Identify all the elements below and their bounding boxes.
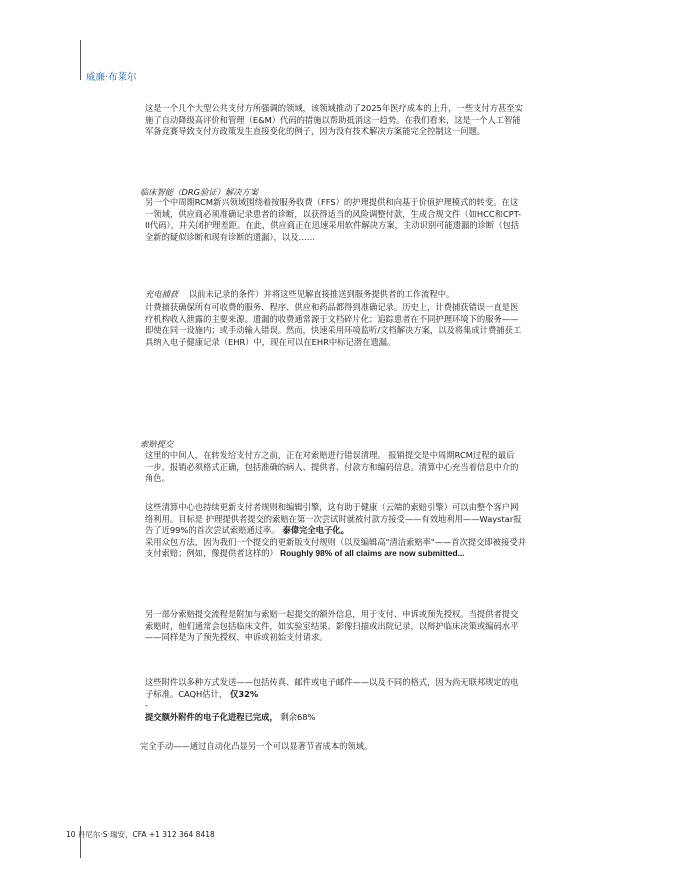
- claim-p4-text: 剩余68%: [277, 711, 316, 722]
- cdi-heading: 临床智能（DRG验证）解决方案: [140, 187, 259, 197]
- intro-line: 军备竞赛导致支付方政策发生直接变化的例子，因为没有技术解决方案能完全控制这一问题。: [145, 126, 486, 136]
- claim-p4-bold: 仅32%: [227, 688, 259, 699]
- author-name: 威廉·布莱尔: [86, 72, 137, 83]
- claim-p2-bold: 泰偉完全电子化。: [279, 525, 349, 535]
- claim-p4-bold-lead: 提交额外附件的电子化进程已完成，: [145, 711, 278, 722]
- intro-line: 这是一个几个大型公共支付方所强调的领域，该领域推动了2025年医疗成本的上升，一些支付方甚至实: [145, 103, 523, 113]
- page-footer: 10 丹尼尔·S·瑞安，CFA +1 312 364 8418: [66, 830, 215, 839]
- claim-p2-text: 告了近99%的首次尝试索赔通过率。: [145, 525, 280, 535]
- cdi-line: 全新的疑似诊断和现有诊断的遗漏），以及……: [145, 231, 316, 242]
- cdi-line: 一领域，供应商必须准确记录患者的诊断，以获得适当的风险调整付款，生成合规文件（如HCC和CPT-: [145, 208, 522, 219]
- claim-p4-line: [145, 712, 518, 724]
- claim-p4-line: 这些附件以多种方式发送——包括传真、邮件或电子邮件——以及不同的格式，因为尚无联邦规定的电: [145, 677, 519, 687]
- charge-capture-line: 即使在同一设施内；或手动输入错误。然而，快速采用环境监听/文档解决方案，以及将集成计费捕获工: [145, 325, 522, 335]
- cdi-line: II代码），并关闭护理差距。在此，供应商正在迅速采用软件解决方案，主动识别可能遗漏的诊断（包括: [145, 220, 520, 230]
- claim-p4-dash: -: [145, 700, 148, 710]
- claim-p2-line: [145, 525, 526, 537]
- claim-submission-heading: 索赔提交: [140, 439, 174, 449]
- intro-paragraph: [145, 103, 523, 138]
- intro-line: 施了自动降级高评价和管理（E&M）代码的措施以帮助抵消这一趋势。在我们看来，这是一个人工智能: [145, 114, 521, 125]
- claim-submission-p2: [145, 502, 526, 560]
- claim-submission-p1: [145, 450, 518, 485]
- claim-p2-bold-english: Roughly 98% of all claims are now submitted...: [277, 548, 465, 558]
- charge-capture-paragraph: [145, 302, 521, 348]
- claim-p2-line: 这些清算中心也持续更新支付者规则和编辑引擎，这有助于健康（云端的索赔引擎）可以由整个客户网: [145, 502, 519, 512]
- cdi-line: 另一个中周期RCM新兴领域围绕着按服务收费（FFS）的护理提供和向基于价值护理模式的转变。在这: [145, 197, 519, 207]
- claim-p1-line: 这里的中间人，在转发给支付方之前，正在对索赔进行错误清理。 报销提交是中周期RCM过程的最后: [145, 450, 515, 460]
- claim-p3-line: 另一部分索赔提交流程是附加与索赔一起提交的额外信息，用于支付、申诉或预先授权。当提供者提交: [145, 609, 519, 619]
- claim-p2-text: 支付索赔；例如，像提供者这样的）: [145, 548, 278, 558]
- claim-p2-line: [145, 548, 526, 560]
- claim-p3-line: ——同样是为了预先授权、申诉或初始支付请求。: [145, 632, 328, 642]
- charge-capture-line: 疗机构收入泄露的主要来源。遗漏的收费通常源于文档碎片化；追踪患者在不同护理环境下的服务——: [145, 313, 519, 324]
- claim-submission-p4: [145, 677, 518, 723]
- charge-capture-line: 计费捕获确保所有可收费的服务、程序、供应和药品都得到准确记录。历史上，计费捕获错误一直是医: [145, 302, 519, 312]
- claim-p4-text: 子标准。CAQH估计，: [145, 688, 228, 699]
- charge-capture-heading-line: [145, 289, 454, 301]
- charge-capture-heading-rest: 以前未记录的条件）并将这些见解直接推送到服务提供者的工作流程中。: [188, 289, 455, 299]
- claim-p3-line: 索赔时，他们通常会包括临床文件，如实验室结果、影像扫描或出院记录，以辩护临床决策或编码水平: [145, 620, 519, 631]
- charge-capture-heading: 充电捕获: [145, 289, 179, 299]
- cdi-paragraph: [145, 197, 521, 243]
- claim-p1-line: 一步。报销必须格式正确，包括准确的病人、提供者、付款方和编码信息。清算中心充当着信息中介的: [145, 461, 519, 472]
- claim-p2-line: 采用众包方法，因为我们一个提交的更新版支付规则（以及编辑高"清洁索赔率"——首次提交即被接受并: [145, 536, 526, 547]
- charge-capture-line: 具纳入电子健康记录（EHR）中，现在可以在EHR中标记潜在遗漏。: [145, 336, 396, 347]
- claim-p1-line: 角色。: [145, 473, 170, 483]
- claim-p4-line: [145, 689, 518, 701]
- header-rule: [80, 40, 81, 80]
- closing-line: 完全手动——通过自动化凸显另一个可以显著节省成本的领域。: [140, 741, 373, 751]
- claim-submission-p3: [145, 609, 518, 644]
- claim-p2-line: 络利用。目标是 护理提供者提交的索赔在第一次尝试时就被付款方接受——有效地利用——Waystar报: [145, 513, 522, 524]
